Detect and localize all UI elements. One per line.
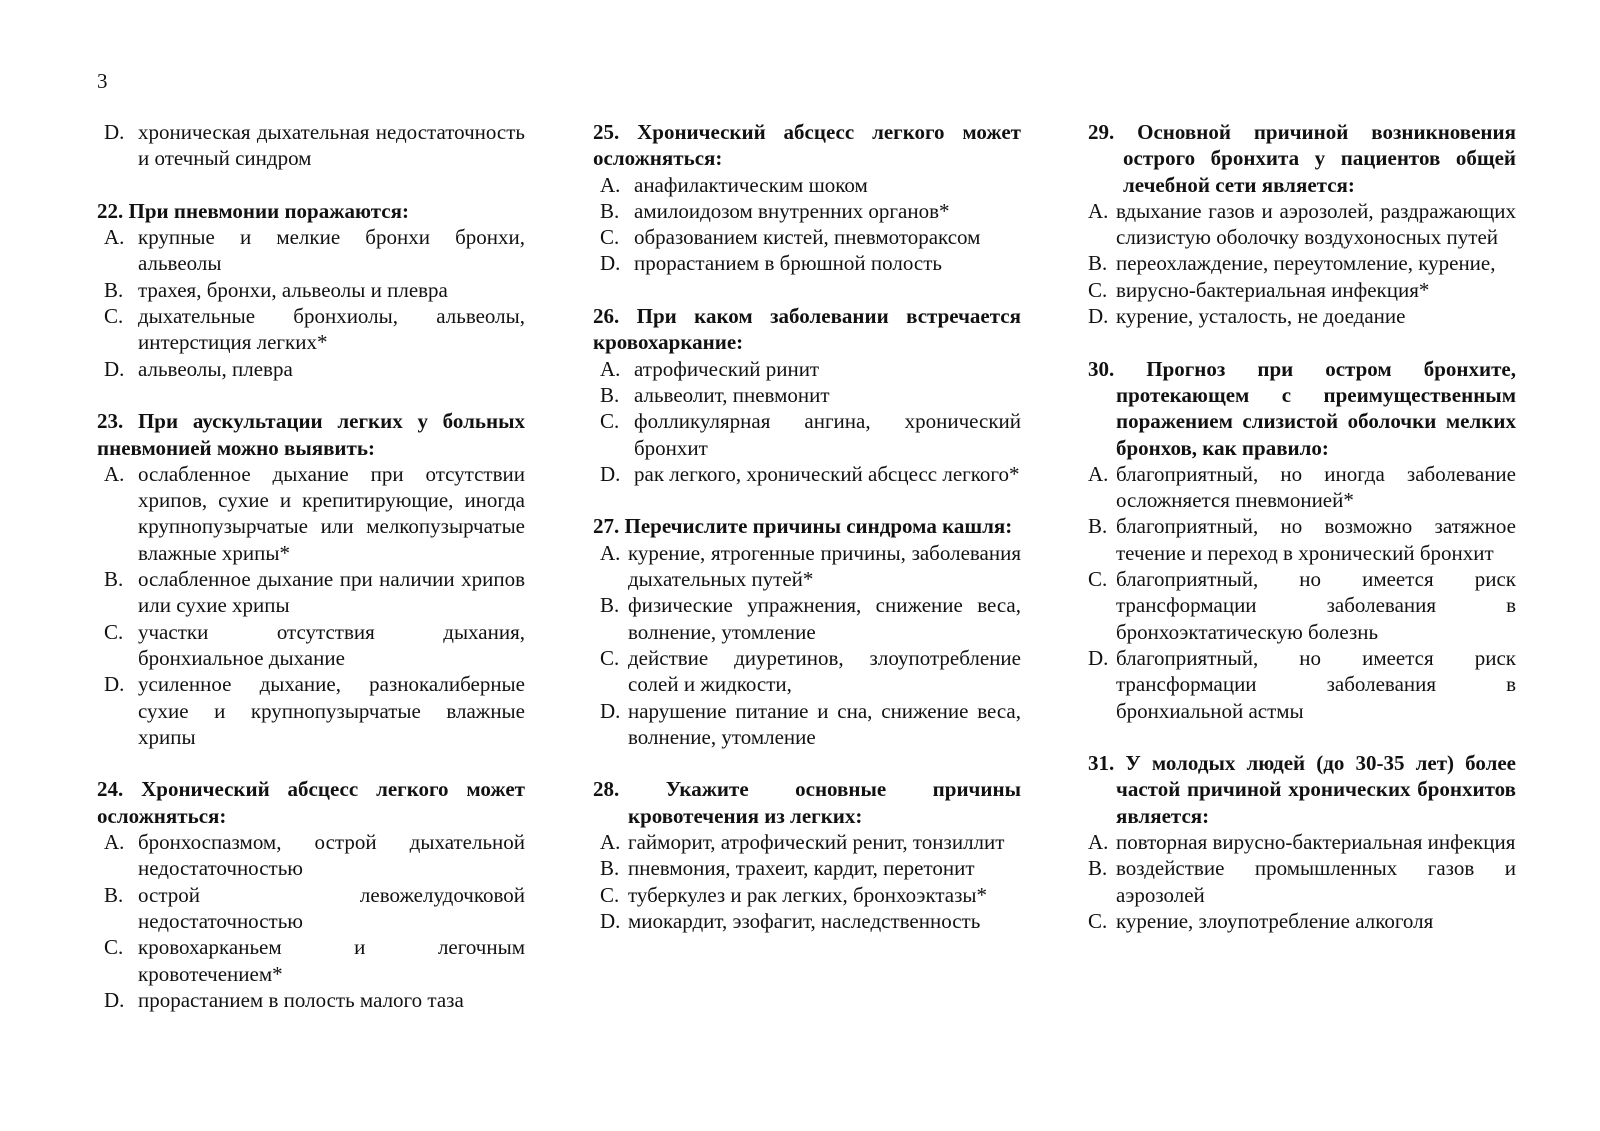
question-block-22 [97,198,525,382]
option-letter: A. [1088,198,1109,223]
question-block-25 [593,119,1021,277]
option-text: ослабленное дыхание при отсутствии хрипов, сухие и крепитирующие, иногда крупнопузырчатые или мелкопузырчатые влажные хрипы* [138,461,525,565]
option-text: альвеолы, плевра [138,356,293,381]
answer-option [593,592,1021,645]
option-letter: C. [600,225,620,250]
option-text: анафилактическим шоком [634,172,868,197]
option-text: участки отсутствия дыхания, бронхиальное дыхание [138,619,525,670]
option-text: гайморит, атрофический ренит, тонзиллит [628,830,1005,855]
answer-option [593,882,1021,908]
question-text: 26. При каком заболевании встречается кровохаркание: [593,304,1021,355]
answer-option [97,934,525,987]
answer-option [1088,513,1516,566]
option-text: физические упражнения, снижение веса, волнение, утомление [628,593,1021,644]
answer-option [1088,829,1516,855]
option-letter: C. [104,619,124,644]
answer-option [593,382,1021,408]
option-letter: A. [600,830,621,855]
option-letter: D. [600,461,621,486]
option-text: вирусно-бактериальная инфекция* [1116,277,1430,302]
option-text: образованием кистей, пневмотораксом [634,225,981,250]
option-letter: B. [600,198,620,223]
option-letter: A. [600,356,621,381]
option-text: альвеолит, пневмонит [634,382,830,407]
option-letter: D. [1088,304,1109,329]
answer-option [593,198,1021,224]
answer-option [97,671,525,750]
option-text: повторная вирусно-бактериальная инфекция [1116,830,1516,855]
option-letter: D. [600,698,621,723]
answer-option [1088,277,1516,303]
question-block-29 [1088,119,1516,329]
option-letter: B. [104,277,124,302]
option-text: благоприятный, но имеется риск трансформации заболевания в бронхиальной астмы [1116,645,1516,723]
answer-option [593,855,1021,881]
column-3 [1088,119,1516,961]
option-text: благоприятный, но возможно затяжное течение и переход в хронический бронхит [1116,514,1516,565]
answer-option [97,303,525,356]
answer-option [1088,566,1516,645]
option-text: переохлаждение, переутомление, курение, [1116,251,1496,276]
question-text: 31. У молодых людей (до 30-35 лет) более частой причиной хронических бронхитов является: [1088,751,1516,828]
option-text: прорастанием в полость малого таза [138,987,464,1012]
option-letter: D. [104,672,125,697]
answer-option [97,356,525,382]
option-text: острой левожелудочковой недостаточностью [138,882,525,933]
option-letter: D. [104,356,125,381]
question-block-24 [97,776,525,1013]
answer-option [97,566,525,619]
column-1 [97,119,525,1039]
option-letter: B. [104,567,124,592]
option-text: атрофический ринит [634,356,820,381]
answer-option [593,172,1021,198]
answer-option [1088,250,1516,276]
option-letter: C. [1088,908,1108,933]
option-text: туберкулез и рак легких, бронхоэктазы* [628,882,988,907]
answer-option [593,408,1021,461]
option-letter: B. [600,382,620,407]
option-letter: A. [600,172,621,197]
option-letter: A. [1088,461,1109,486]
question-block-continued [97,119,525,172]
option-text: вдыхание газов и аэрозолей, раздражающих слизистую оболочку воздухоносных путей [1116,198,1516,250]
option-text: амилоидозом внутренних органов* [634,198,950,223]
option-text: усиленное дыхание, разнокалиберные сухие и крупнопузырчатые влажные хрипы [138,672,525,749]
option-text: курение, ятрогенные причины, заболевания дыхательных путей* [628,540,1021,592]
option-letter: D. [1088,645,1109,670]
option-letter: A. [600,540,621,565]
answer-option [593,224,1021,250]
answer-option [97,277,525,303]
answer-option [593,356,1021,382]
option-letter: B. [600,593,620,618]
question-text: 22. При пневмонии поражаются: [97,198,409,223]
option-letter: B. [600,856,620,881]
option-letter: A. [104,225,125,250]
option-letter: D. [600,908,621,933]
answer-option [1088,645,1516,724]
option-text: воздействие промышленных газов и аэрозолей [1116,856,1516,907]
option-text: прорастанием в брюшной полость [634,251,942,276]
option-text: пневмония, трахеит, кардит, перетонит [628,856,975,881]
option-text: курение, усталость, не доедание [1116,304,1406,329]
question-block-27 [593,513,1021,750]
option-text: крупные и мелкие бронхи бронхи, альвеолы [138,225,525,276]
option-letter: B. [1088,251,1108,276]
option-letter: C. [600,645,620,670]
option-text: фолликулярная ангина, хронический бронхит [634,409,1021,460]
answer-option [593,461,1021,487]
question-block-28 [593,776,1021,934]
option-letter: A. [104,461,125,486]
option-text: действие диуретинов, злоупотребление солей и жидкости, [628,645,1021,697]
option-letter: D. [104,987,125,1012]
question-text: 24. Хронический абсцесс легкого может осложняться: [97,777,525,828]
option-letter: C. [104,304,124,329]
option-text: нарушение питание и сна, снижение веса, волнение, утомление [628,698,1021,749]
question-text: 29. Основной причиной возникновения острого бронхита у пациентов общей лечебной сети является: [1088,120,1516,197]
answer-option [97,119,525,172]
answer-option [97,224,525,277]
answer-option [1088,855,1516,908]
option-text: бронхоспазмом, острой дыхательной недостаточностью [138,830,525,881]
option-letter: C. [1088,567,1108,592]
option-text: миокардит, эзофагит, наследственность [628,908,981,933]
answer-option [1088,908,1516,934]
question-block-26 [593,303,1021,487]
option-text: трахея, бронхи, альвеолы и плевра [138,277,448,302]
answer-option [593,645,1021,698]
question-block-23 [97,408,525,750]
option-text: ослабленное дыхание при наличии хрипов или сухие хрипы [138,567,525,618]
option-letter: C. [104,935,124,960]
question-text: 25. Хронический абсцесс легкого может осложняться: [593,120,1021,171]
option-text: кровохарканьем и легочным кровотечением* [138,935,525,986]
option-letter: B. [104,882,124,907]
question-block-30 [1088,356,1516,724]
answer-option [593,908,1021,934]
answer-option [97,461,525,566]
answer-option [97,619,525,672]
question-block-31 [1088,750,1516,934]
option-letter: C. [600,409,620,434]
option-text: благоприятный, но имеется риск трансформации заболевания в бронхоэктатическую болезнь [1116,567,1516,644]
option-text: курение, злоупотребление алкоголя [1116,908,1434,933]
answer-option [1088,303,1516,329]
option-letter: B. [1088,514,1108,539]
answer-option [97,882,525,935]
option-letter: B. [1088,856,1108,881]
option-text: дыхательные бронхиолы, альвеолы, интерстиция легких* [138,304,525,355]
option-letter: A. [104,830,125,855]
option-letter: A. [1088,830,1109,855]
option-text: рак легкого, хронический абсцесс легкого* [634,461,1020,486]
option-text: хроническая дыхательная недостаточность и отечный синдром [138,120,525,171]
option-letter: D. [104,120,125,144]
answer-option [97,987,525,1013]
option-letter: D. [600,251,621,276]
answer-option [593,829,1021,855]
column-2 [593,119,1021,961]
answer-option [1088,461,1516,514]
answer-option [593,698,1021,751]
question-text: 30. Прогноз при остром бронхите, протекающем с преимущественным поражением слизистой оболочки мелких бронхов, как правило: [1088,356,1516,460]
page-number: 3 [97,69,108,93]
question-text: 23. При аускультации легких у больных пневмонией можно выявить: [97,409,525,460]
option-text: благоприятный, но иногда заболевание осложняется пневмонией* [1116,461,1516,513]
answer-option [1088,198,1516,251]
answer-option [593,250,1021,276]
option-letter: C. [600,882,620,907]
answer-option [97,829,525,882]
option-letter: C. [1088,277,1108,302]
question-text: 28. Укажите основные причины кровотечения из легких: [593,777,1021,828]
answer-option [593,540,1021,593]
question-text: 27. Перечислите причины синдрома кашля: [593,514,1013,539]
